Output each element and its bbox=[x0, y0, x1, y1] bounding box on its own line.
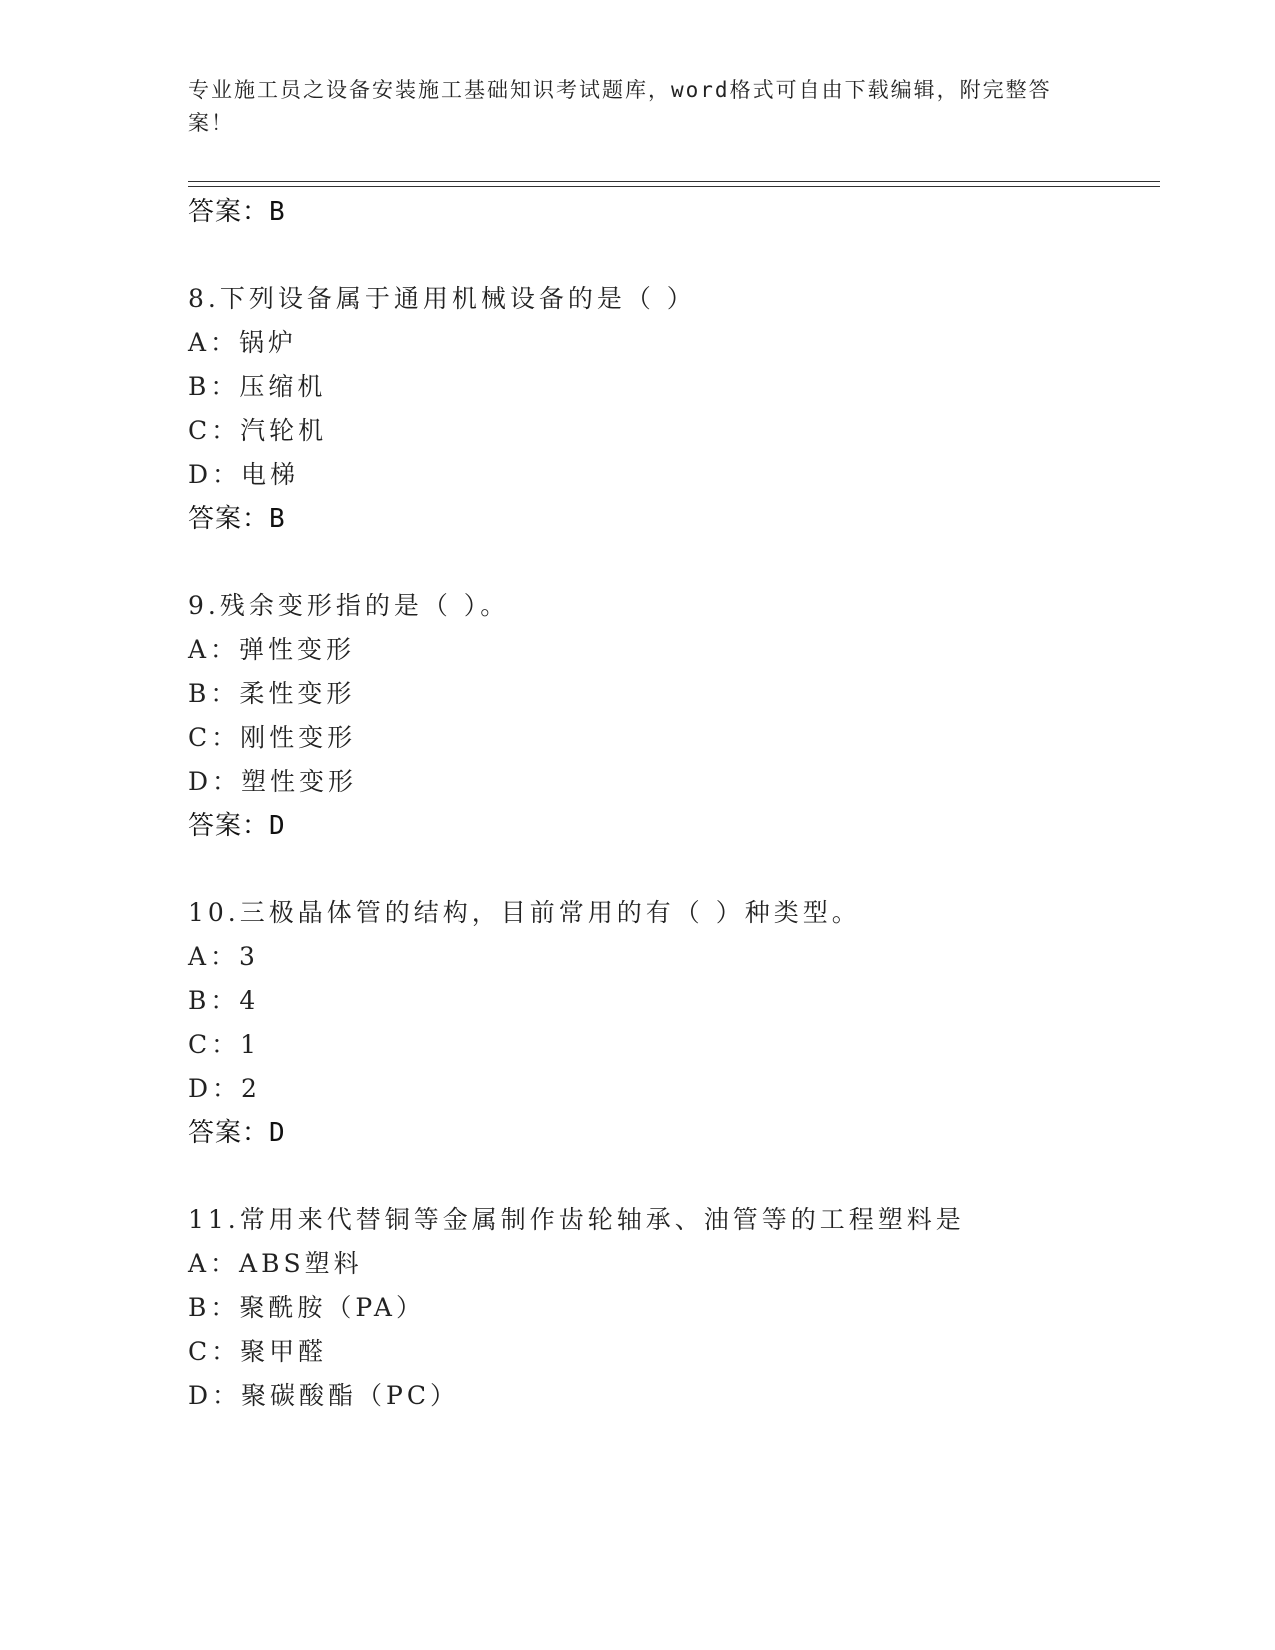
option-b: B：柔性变形 bbox=[188, 679, 356, 708]
answer-line: 答案：D bbox=[188, 1118, 286, 1148]
option-a: A：锅炉 bbox=[188, 328, 298, 357]
option-a: A：3 bbox=[188, 942, 259, 971]
option-d: D：塑性变形 bbox=[188, 767, 358, 796]
option-b: B：4 bbox=[188, 986, 260, 1015]
option-c: C：刚性变形 bbox=[188, 723, 357, 752]
option-c: C：1 bbox=[188, 1030, 261, 1059]
option-c: C：聚甲醛 bbox=[188, 1337, 328, 1366]
option-c: C：汽轮机 bbox=[188, 416, 328, 445]
answer-line: 答案：B bbox=[188, 504, 286, 534]
header-divider-line-2 bbox=[188, 186, 1160, 187]
answer-line: 答案：B bbox=[188, 197, 286, 227]
question-stem: 8.下列设备属于通用机械设备的是（ ） bbox=[188, 284, 696, 313]
option-b: B：聚酰胺（PA） bbox=[188, 1293, 425, 1322]
option-d: D：电梯 bbox=[188, 460, 300, 489]
document-header: 专业施工员之设备安装施工基础知识考试题库，word格式可自由下载编辑，附完整答案！ bbox=[188, 78, 1052, 135]
option-b: B：压缩机 bbox=[188, 372, 327, 401]
option-a: A：弹性变形 bbox=[188, 635, 356, 664]
question-stem: 10.三极晶体管的结构，目前常用的有（ ）种类型。 bbox=[188, 898, 861, 927]
option-d: D：聚碳酸酯（PC） bbox=[188, 1381, 459, 1410]
question-stem: 11.常用来代替铜等金属制作齿轮轴承、油管等的工程塑料是 bbox=[188, 1205, 965, 1234]
answer-line: 答案：D bbox=[188, 811, 286, 841]
option-d: D：2 bbox=[188, 1074, 261, 1103]
header-divider-line bbox=[188, 181, 1160, 182]
question-stem: 9.残余变形指的是（ ）。 bbox=[188, 591, 510, 620]
option-a: A：ABS塑料 bbox=[188, 1249, 363, 1278]
